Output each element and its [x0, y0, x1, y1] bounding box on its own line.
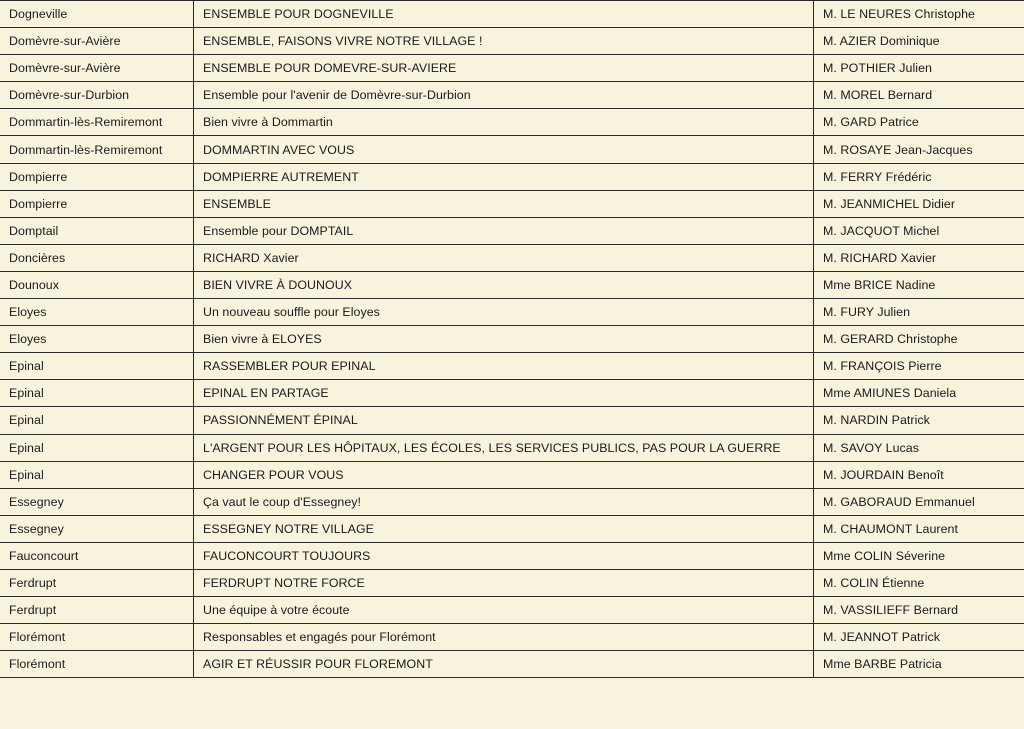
- head-of-list-cell: M. SAVOY Lucas: [814, 434, 1024, 461]
- table-row: [0, 1, 1024, 28]
- table-row: [0, 624, 1024, 651]
- table-row: [0, 28, 1024, 55]
- table-row: [0, 515, 1024, 542]
- list-name-cell: Ensemble pour l'avenir de Domèvre-sur-Durbion: [194, 82, 814, 109]
- commune-cell: Eloyes: [0, 326, 194, 353]
- list-name-cell: CHANGER POUR VOUS: [194, 461, 814, 488]
- commune-cell: Domèvre-sur-Avière: [0, 55, 194, 82]
- commune-cell: Epinal: [0, 353, 194, 380]
- list-name-cell: Une équipe à votre écoute: [194, 597, 814, 624]
- commune-cell: Essegney: [0, 515, 194, 542]
- head-of-list-cell: Mme AMIUNES Daniela: [814, 380, 1024, 407]
- head-of-list-cell: M. FERRY Frédéric: [814, 163, 1024, 190]
- head-of-list-cell: M. COLIN Étienne: [814, 569, 1024, 596]
- list-name-cell: Responsables et engagés pour Florémont: [194, 624, 814, 651]
- list-name-cell: Bien vivre à Dommartin: [194, 109, 814, 136]
- table-row: [0, 380, 1024, 407]
- list-name-cell: FERDRUPT NOTRE FORCE: [194, 569, 814, 596]
- commune-cell: Epinal: [0, 434, 194, 461]
- list-name-cell: AGIR ET RÉUSSIR POUR FLOREMONT: [194, 651, 814, 678]
- table-row: [0, 190, 1024, 217]
- commune-cell: Domèvre-sur-Durbion: [0, 82, 194, 109]
- table-row: [0, 407, 1024, 434]
- commune-cell: Essegney: [0, 488, 194, 515]
- table-row: [0, 542, 1024, 569]
- commune-cell: Epinal: [0, 380, 194, 407]
- commune-cell: Florémont: [0, 624, 194, 651]
- head-of-list-cell: M. AZIER Dominique: [814, 28, 1024, 55]
- list-name-cell: ENSEMBLE, FAISONS VIVRE NOTRE VILLAGE !: [194, 28, 814, 55]
- list-name-cell: DOMPIERRE AUTREMENT: [194, 163, 814, 190]
- head-of-list-cell: M. NARDIN Patrick: [814, 407, 1024, 434]
- commune-cell: Domèvre-sur-Avière: [0, 28, 194, 55]
- list-name-cell: Ça vaut le coup d'Essegney!: [194, 488, 814, 515]
- head-of-list-cell: M. MOREL Bernard: [814, 82, 1024, 109]
- list-name-cell: EPINAL EN PARTAGE: [194, 380, 814, 407]
- commune-cell: Dompierre: [0, 163, 194, 190]
- list-name-cell: Un nouveau souffle pour Eloyes: [194, 299, 814, 326]
- head-of-list-cell: M. FURY Julien: [814, 299, 1024, 326]
- commune-cell: Epinal: [0, 461, 194, 488]
- head-of-list-cell: Mme BRICE Nadine: [814, 271, 1024, 298]
- head-of-list-cell: M. LE NEURES Christophe: [814, 1, 1024, 28]
- table-row: [0, 136, 1024, 163]
- commune-cell: Epinal: [0, 407, 194, 434]
- head-of-list-cell: M. JOURDAIN Benoît: [814, 461, 1024, 488]
- head-of-list-cell: M. GERARD Christophe: [814, 326, 1024, 353]
- table-row: [0, 651, 1024, 678]
- head-of-list-cell: M. JEANNOT Patrick: [814, 624, 1024, 651]
- head-of-list-cell: M. POTHIER Julien: [814, 55, 1024, 82]
- list-name-cell: ENSEMBLE POUR DOMEVRE-SUR-AVIERE: [194, 55, 814, 82]
- list-name-cell: L'ARGENT POUR LES HÔPITAUX, LES ÉCOLES, LES SERVICES PUBLICS, PAS POUR LA GUERRE: [194, 434, 814, 461]
- commune-cell: Ferdrupt: [0, 597, 194, 624]
- table-row: [0, 217, 1024, 244]
- head-of-list-cell: M. VASSILIEFF Bernard: [814, 597, 1024, 624]
- list-name-cell: DOMMARTIN AVEC VOUS: [194, 136, 814, 163]
- table-row: [0, 488, 1024, 515]
- commune-cell: Dounoux: [0, 271, 194, 298]
- commune-cell: Dompierre: [0, 190, 194, 217]
- table-row: [0, 244, 1024, 271]
- table-row: [0, 597, 1024, 624]
- list-name-cell: BIEN VIVRE À DOUNOUX: [194, 271, 814, 298]
- commune-cell: Dommartin-lès-Remiremont: [0, 109, 194, 136]
- list-name-cell: ESSEGNEY NOTRE VILLAGE: [194, 515, 814, 542]
- table-row: [0, 82, 1024, 109]
- head-of-list-cell: M. JACQUOT Michel: [814, 217, 1024, 244]
- list-name-cell: FAUCONCOURT TOUJOURS: [194, 542, 814, 569]
- commune-cell: Dommartin-lès-Remiremont: [0, 136, 194, 163]
- commune-cell: Ferdrupt: [0, 569, 194, 596]
- commune-cell: Dogneville: [0, 1, 194, 28]
- list-name-cell: ENSEMBLE: [194, 190, 814, 217]
- table-row: [0, 163, 1024, 190]
- commune-cell: Eloyes: [0, 299, 194, 326]
- commune-cell: Florémont: [0, 651, 194, 678]
- table-row: [0, 55, 1024, 82]
- list-name-cell: Bien vivre à ELOYES: [194, 326, 814, 353]
- table-row: [0, 461, 1024, 488]
- commune-cell: Doncières: [0, 244, 194, 271]
- head-of-list-cell: Mme COLIN Séverine: [814, 542, 1024, 569]
- table-row: [0, 271, 1024, 298]
- table-row: [0, 434, 1024, 461]
- list-name-cell: Ensemble pour DOMPTAIL: [194, 217, 814, 244]
- head-of-list-cell: M. GARD Patrice: [814, 109, 1024, 136]
- head-of-list-cell: M. CHAUMONT Laurent: [814, 515, 1024, 542]
- head-of-list-cell: M. JEANMICHEL Didier: [814, 190, 1024, 217]
- head-of-list-cell: M. FRANÇOIS Pierre: [814, 353, 1024, 380]
- table-row: [0, 299, 1024, 326]
- table-row: [0, 569, 1024, 596]
- list-name-cell: RASSEMBLER POUR EPINAL: [194, 353, 814, 380]
- head-of-list-cell: M. RICHARD Xavier: [814, 244, 1024, 271]
- table-row: [0, 109, 1024, 136]
- commune-cell: Fauconcourt: [0, 542, 194, 569]
- list-name-cell: ENSEMBLE POUR DOGNEVILLE: [194, 1, 814, 28]
- head-of-list-cell: M. ROSAYE Jean-Jacques: [814, 136, 1024, 163]
- list-name-cell: PASSIONNÉMENT ÉPINAL: [194, 407, 814, 434]
- table-row: [0, 326, 1024, 353]
- table-body: [0, 1, 1024, 678]
- head-of-list-cell: Mme BARBE Patricia: [814, 651, 1024, 678]
- list-name-cell: RICHARD Xavier: [194, 244, 814, 271]
- head-of-list-cell: M. GABORAUD Emmanuel: [814, 488, 1024, 515]
- commune-cell: Domptail: [0, 217, 194, 244]
- table-row: [0, 353, 1024, 380]
